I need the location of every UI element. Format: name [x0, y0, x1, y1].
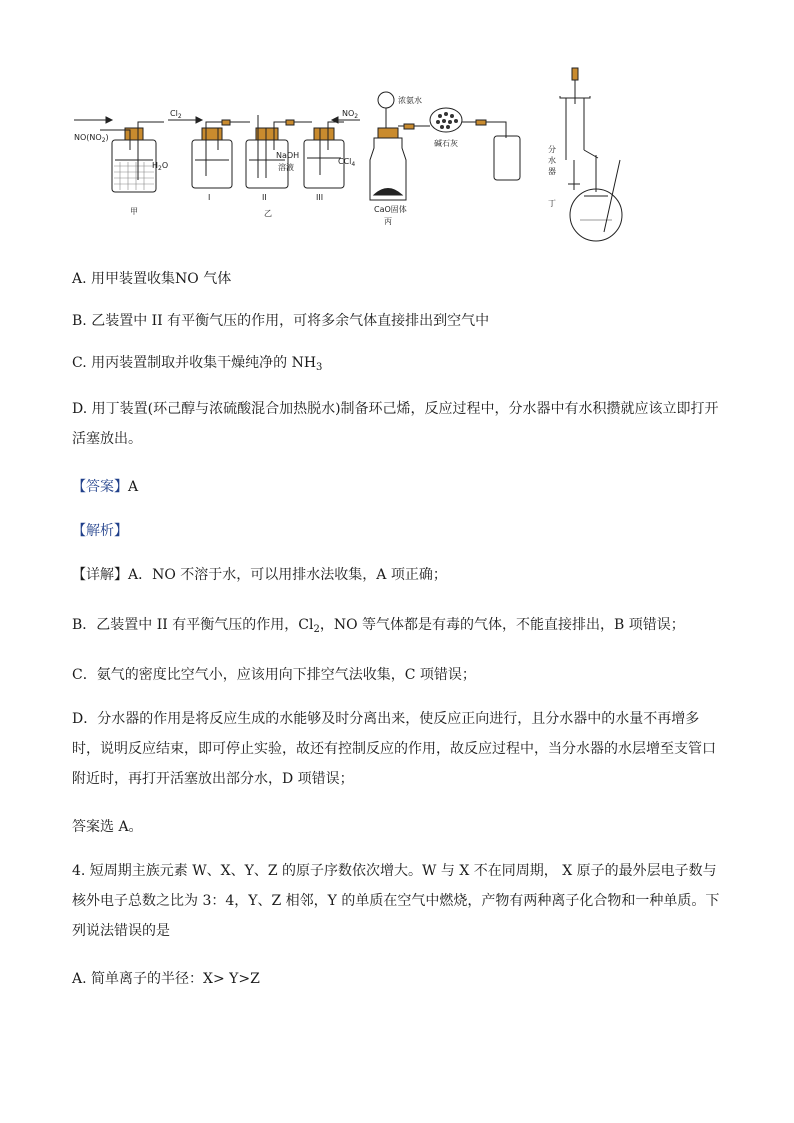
- option-b: B. 乙装置中 II 有平衡气压的作用，可将多余气体直接排出到空气中: [72, 313, 490, 329]
- detail-b: B．乙装置中 II 有平衡气压的作用，$Cl_2$，NO 等气体都是有毒的气体，不能直接排出，B 项错误；: [72, 617, 685, 635]
- label-ammonia: 浓氨水: [398, 96, 422, 105]
- question-4-option-a: A. 简单离子的半径：X> Y>Z: [72, 971, 260, 987]
- label-separator-3: 器: [548, 167, 556, 176]
- label-bottle-1: I: [208, 193, 211, 202]
- bottle-yi-1: [192, 122, 250, 188]
- detail-label: 【详解】: [72, 567, 128, 583]
- option-a: A. 用甲装置收集NO 气体: [72, 271, 232, 287]
- label-h2o: $H_2O$: [152, 161, 169, 172]
- detail-conclusion: 答案选 A。: [72, 819, 143, 835]
- label-naoh: NaOH: [276, 151, 300, 160]
- analysis-label: 【解析】: [72, 523, 128, 539]
- label-cl2: $Cl_2$: [170, 109, 182, 120]
- label-separator-1: 分: [548, 145, 556, 154]
- apparatus-figure: [0, 0, 794, 250]
- label-ding: 丁: [548, 199, 556, 208]
- label-no2: $NO_2$: [342, 109, 359, 120]
- label-naoh-solution: 溶液: [278, 163, 294, 172]
- apparatus-ding: [560, 68, 622, 241]
- bottle-jia: [100, 122, 164, 192]
- label-yi: 乙: [264, 209, 272, 218]
- option-d: D. 用丁装置(环己醇与浓硫酸混合加热脱水)制备环己烯，反应过程中，分水器中有水积攒就应该立即打开活塞放出。: [72, 401, 719, 447]
- bottle-yi-3: [304, 122, 344, 188]
- answer-value: A: [128, 479, 139, 495]
- label-no-inlet: $NO(NO_2)$: [74, 133, 109, 144]
- label-jia: 甲: [130, 207, 138, 216]
- label-bing: 丙: [384, 217, 392, 226]
- label-bottle-3: III: [316, 193, 324, 202]
- label-soda-lime: 碱石灰: [434, 139, 458, 148]
- detail-d: D．分水器的作用是将反应生成的水能够及时分离出来，使反应正向进行，且分水器中的水量不再增多时，说明反应结束，即可停止实验，故还有控制反应的作用，故反应过程中，当分水器的水层增至支管口附近时，再打开活塞放出部分水，D 项错误；: [72, 711, 716, 787]
- label-separator-2: 水: [548, 156, 556, 165]
- label-bottle-2: II: [262, 193, 267, 202]
- label-cao: CaO固体: [374, 205, 407, 214]
- answer-line: [72, 478, 138, 496]
- detail-a: 【详解】A．NO 不溶于水，可以用排水法收集，A 项正确；: [72, 567, 447, 583]
- option-c: C. 用丙装置制取并收集干燥纯净的 $NH_3$: [72, 355, 323, 373]
- detail-c: C．氨气的密度比空气小，应该用向下排空气法收集，C 项错误；: [72, 667, 476, 683]
- answer-label: 【答案】: [72, 479, 128, 495]
- question-4-stem: 4. 短周期主族元素 W、X、Y、Z 的原子序数依次增大。W 与 X 不在同周期， X 原子的最外层电子数与核外电子总数之比为 3：4，Y、Z 相邻，Y 的单质在空气中燃烧，产物有两种离子化合物和一种单质。下列说法错误的是: [72, 863, 720, 939]
- label-ccl4: CCl$_4$: [338, 157, 356, 168]
